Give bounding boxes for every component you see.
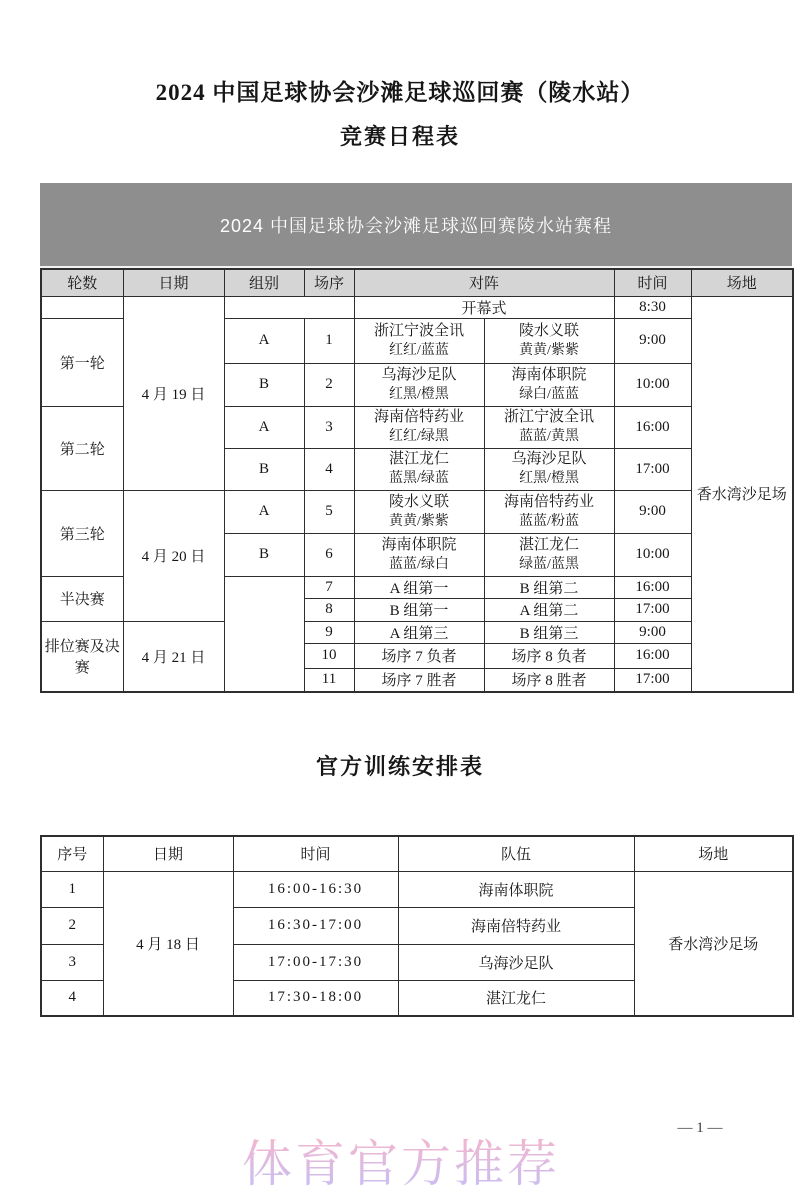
time-cell: 16:00 <box>614 406 691 448</box>
time-cell: 9:00 <box>614 621 691 643</box>
team-name: 海南体职院 <box>511 366 587 383</box>
match-no-cell: 6 <box>304 533 354 576</box>
time-cell: 10:00 <box>614 363 691 406</box>
away-team-cell: 场序 8 负者 <box>484 643 614 668</box>
home-team-cell <box>354 533 484 576</box>
date-cell-april21: 4 月 21 日 <box>123 621 224 692</box>
team-kit: 蓝蓝/黄黑 <box>519 429 579 444</box>
time-slot-cell: 17:00-17:30 <box>233 944 398 980</box>
team-name: 海南倍特药业 <box>504 493 595 510</box>
match-row-9 <box>41 621 793 643</box>
home-team-cell <box>354 448 484 490</box>
away-team-cell <box>484 363 614 406</box>
team-name: 陵水义联 <box>519 322 580 339</box>
index-cell: 4 <box>41 980 103 1016</box>
team-kit: 绿白/蓝蓝 <box>519 386 579 402</box>
team-name: 乌海沙足队 <box>381 366 457 383</box>
home-team-cell <box>354 363 484 406</box>
away-team-cell <box>484 533 614 576</box>
group-cell: A <box>224 406 304 448</box>
schedule-header-row <box>41 269 793 296</box>
match-no-cell: 1 <box>304 318 354 363</box>
away-team-cell <box>484 406 614 448</box>
time-cell: 17:00 <box>614 598 691 621</box>
match-no-cell: 10 <box>304 643 354 668</box>
team-kit: 红黑/橙黑 <box>519 471 579 486</box>
home-team-cell: A 组第三 <box>354 621 484 643</box>
away-team-cell: B 组第二 <box>484 576 614 598</box>
match-no-cell: 2 <box>304 363 354 406</box>
away-team-cell <box>484 318 614 363</box>
page-subtitle: 竞赛日程表 <box>339 124 460 149</box>
col-header-time: 时间 <box>614 269 691 296</box>
team-name: 浙江宁波全讯 <box>373 322 464 339</box>
time-cell: 16:00 <box>614 576 691 598</box>
group-cell-empty <box>224 576 304 692</box>
team-kit: 蓝蓝/粉蓝 <box>519 513 579 529</box>
match-no-cell: 9 <box>304 621 354 643</box>
away-team-cell: A 组第二 <box>484 598 614 621</box>
training-venue-cell: 香水湾沙足场 <box>634 871 793 1016</box>
team-name: 乌海沙足队 <box>511 451 587 467</box>
group-cell-empty <box>224 296 354 318</box>
venue-cell: 香水湾沙足场 <box>691 296 793 692</box>
index-cell: 3 <box>41 944 103 980</box>
team-cell: 海南倍特药业 <box>398 907 634 944</box>
group-cell: B <box>224 363 304 406</box>
home-team-cell <box>354 406 484 448</box>
competition-schedule-table <box>40 268 794 693</box>
match-no-cell: 7 <box>304 576 354 598</box>
group-cell: B <box>224 533 304 576</box>
team-kit: 蓝黑/绿蓝 <box>389 471 449 486</box>
time-cell: 9:00 <box>614 318 691 363</box>
home-team-cell: 场序 7 负者 <box>354 643 484 668</box>
schedule-table-banner: 2024 中国足球协会沙滩足球巡回赛陵水站赛程 <box>40 183 792 268</box>
time-cell: 16:00 <box>614 643 691 668</box>
match-no-cell: 11 <box>304 668 354 692</box>
team-name: 湛江龙仁 <box>388 451 449 467</box>
round-cell-empty <box>41 296 123 318</box>
round-label-2: 第二轮 <box>41 406 123 490</box>
time-slot-cell: 16:30-17:00 <box>233 907 398 944</box>
col-header-match-no: 场序 <box>304 269 354 296</box>
team-cell: 湛江龙仁 <box>398 980 634 1016</box>
away-team-cell <box>484 490 614 533</box>
col-header-index: 序号 <box>41 836 103 871</box>
group-cell: A <box>224 490 304 533</box>
col-header-group: 组别 <box>224 269 304 296</box>
time-cell: 9:00 <box>614 490 691 533</box>
col-header-team: 队伍 <box>398 836 634 871</box>
col-header-fixture: 对阵 <box>354 269 614 296</box>
opening-ceremony-row <box>41 296 793 318</box>
time-cell: 10:00 <box>614 533 691 576</box>
col-header-date: 日期 <box>103 836 233 871</box>
match-no-cell: 3 <box>304 406 354 448</box>
away-team-cell <box>484 448 614 490</box>
time-cell: 17:00 <box>614 668 691 692</box>
team-name: 海南倍特药业 <box>373 409 464 425</box>
watermark-text: 体育官方推荐 <box>236 1124 566 1196</box>
team-kit: 黄黄/紫紫 <box>389 513 449 529</box>
page-title: 2024 中国足球协会沙滩足球巡回赛（陵水站） <box>155 80 645 105</box>
team-cell: 乌海沙足队 <box>398 944 634 980</box>
training-date-cell: 4 月 18 日 <box>103 871 233 1016</box>
training-row-1 <box>41 871 793 907</box>
team-name: 海南体职院 <box>381 536 457 553</box>
training-header-row <box>41 836 793 871</box>
match-row-5 <box>41 490 793 533</box>
home-team-cell: A 组第一 <box>354 576 484 598</box>
col-header-venue: 场地 <box>634 836 793 871</box>
match-no-cell: 5 <box>304 490 354 533</box>
date-cell-april19: 4 月 19 日 <box>123 296 224 490</box>
team-cell: 海南体职院 <box>398 871 634 907</box>
team-name: 湛江龙仁 <box>519 536 580 553</box>
page-number: — 1 — <box>677 1120 723 1136</box>
opening-ceremony-label: 开幕式 <box>354 296 614 318</box>
index-cell: 1 <box>41 871 103 907</box>
round-label-3: 第三轮 <box>41 490 123 576</box>
col-header-venue: 场地 <box>691 269 793 296</box>
round-label-semifinal: 半决赛 <box>41 576 123 621</box>
match-no-cell: 8 <box>304 598 354 621</box>
training-schedule-table <box>40 835 794 1017</box>
home-team-cell <box>354 318 484 363</box>
date-cell-april20: 4 月 20 日 <box>123 490 224 621</box>
home-team-cell: B 组第一 <box>354 598 484 621</box>
team-name: 陵水义联 <box>388 493 449 510</box>
home-team-cell: 场序 7 胜者 <box>354 668 484 692</box>
away-team-cell: 场序 8 胜者 <box>484 668 614 692</box>
training-section-title: 官方训练安排表 <box>315 754 484 779</box>
group-cell: A <box>224 318 304 363</box>
col-header-date: 日期 <box>123 269 224 296</box>
team-kit: 蓝蓝/绿白 <box>389 556 449 572</box>
time-slot-cell: 17:30-18:00 <box>233 980 398 1016</box>
match-no-cell: 4 <box>304 448 354 490</box>
team-kit: 黄黄/紫紫 <box>519 342 579 358</box>
home-team-cell <box>354 490 484 533</box>
group-cell: B <box>224 448 304 490</box>
away-team-cell: B 组第三 <box>484 621 614 643</box>
team-kit: 红红/蓝蓝 <box>389 342 449 358</box>
team-kit: 红红/绿黑 <box>389 429 449 444</box>
round-label-placement-final: 排位赛及决赛 <box>41 621 123 692</box>
time-slot-cell: 16:00-16:30 <box>233 871 398 907</box>
opening-ceremony-time: 8:30 <box>614 296 691 318</box>
time-cell: 17:00 <box>614 448 691 490</box>
col-header-time: 时间 <box>233 836 398 871</box>
team-kit: 红黑/橙黑 <box>389 386 449 402</box>
col-header-round: 轮数 <box>41 269 123 296</box>
index-cell: 2 <box>41 907 103 944</box>
team-name: 浙江宁波全讯 <box>504 409 595 425</box>
team-kit: 绿蓝/蓝黑 <box>519 556 579 572</box>
round-label-1: 第一轮 <box>41 318 123 406</box>
